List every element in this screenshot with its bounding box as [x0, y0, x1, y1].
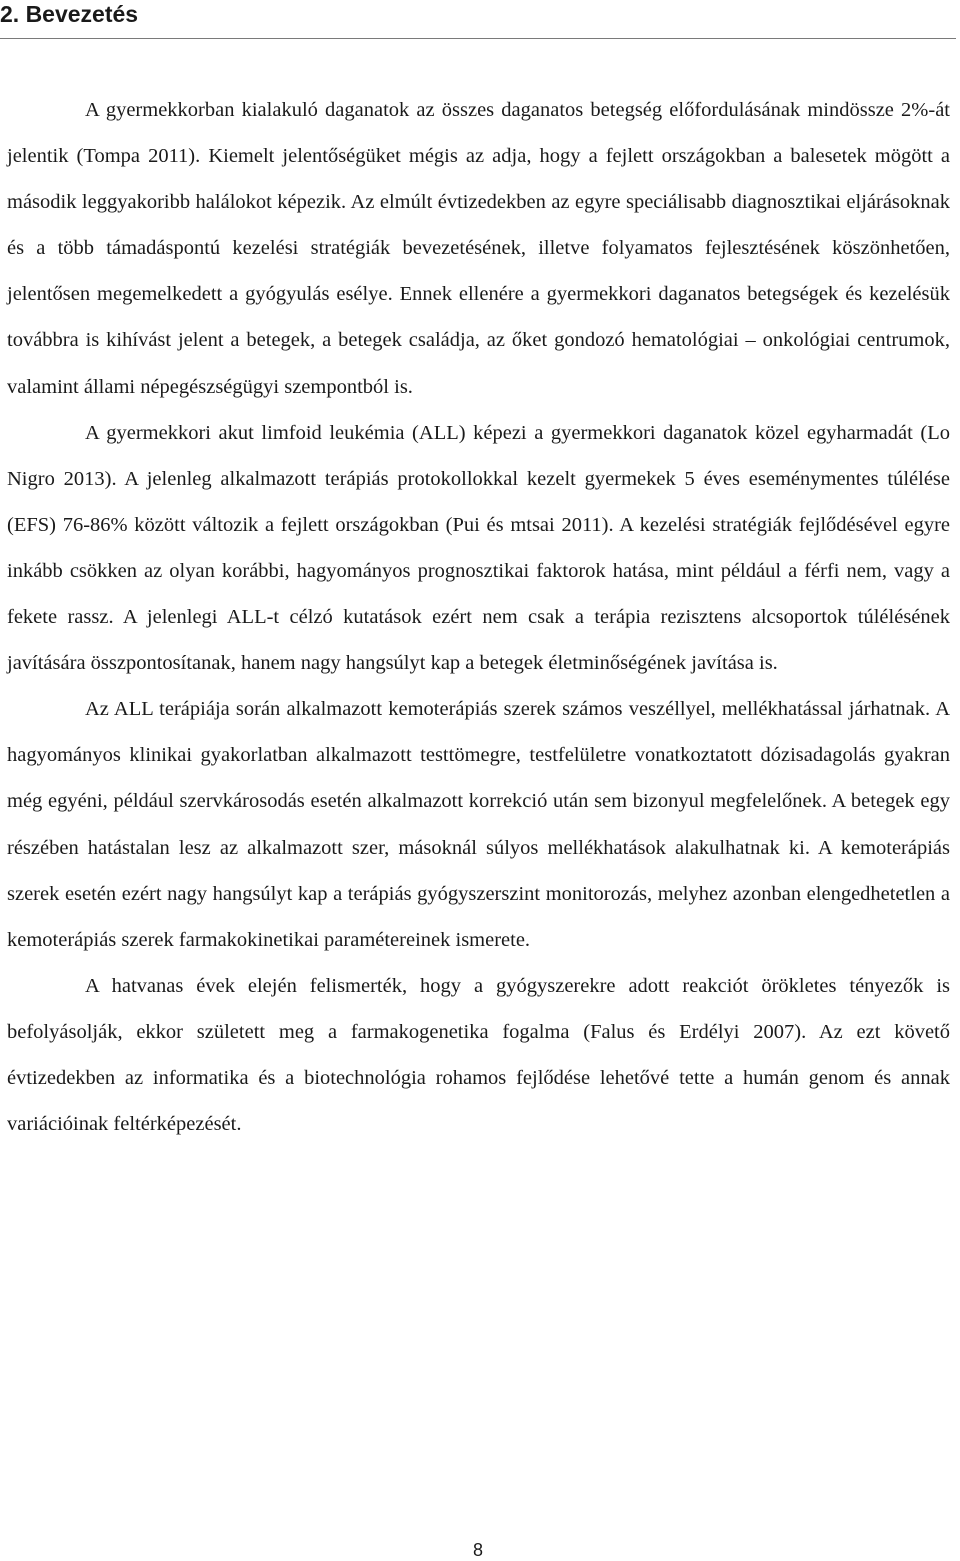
paragraph-4: A hatvanas évek elején felismerték, hogy a gyógyszerekre adott reakciót örökletes tényezők is befolyásolják, ekkor született meg a farmakogenetika fogalma (Falus és Erdélyi 2007). Az ezt követő évtizedekben az informatika és a biotechnológia rohamos fejlődése lehetővé tette a humán genom és annak variációinak feltérképezését. — [7, 974, 950, 1136]
paragraph-1: A gyermekkorban kialakuló daganatok az összes daganatos betegség előfordulásának mindössze 2%-át jelentik (Tompa 2011). Kiemelt jelentőségüket mégis az adja, hogy a fejlett országokban a balesetek mögött a második leggyakoribb halálokot képezik. Az elmúlt évtizedekben az egyre speciálisabb diagnosztikai eljárásoknak és a több támadáspontú kezelési stratégiák bevezetésének, illetve folyamatos fejlesztésének köszönhetően, jelentősen megemelkedett a gyógyulás esélye. Ennek ellenére a gyermekkori daganatos betegségek és kezelésük továbbra is kihívást jelent a betegek, a betegek családja, az őket gondozó hematológiai – onkológiai centrumok, valamint állami népegészségügyi szempontból is. — [7, 99, 950, 398]
section-heading: 2. Bevezetés — [0, 1, 139, 27]
paragraph-3: Az ALL terápiája során alkalmazott kemoterápiás szerek számos veszéllyel, mellékhatással járhatnak. A hagyományos klinikai gyakorlatban alkalmazott testtömegre, testfelületre vonatkoztatott dózisadagolás gyakran még egyéni, például szervkárosodás esetén alkalmazott korrekció után sem bizonyul megfelelőnek. A betegek egy részében hatástalan lesz az alkalmazott szer, másoknál súlyos mellékhatások alakulhatnak ki. A kemoterápiás szerek esetén ezért nagy hangsúlyt kap a terápiás gyógyszerszint monitorozás, melyhez azonban elengedhetetlen a kemoterápiás szerek farmakokinetikai paramétereinek ismerete. — [7, 698, 950, 951]
heading-block — [0, 0, 956, 39]
body-text — [7, 87, 950, 1147]
page-number: 8 — [472, 1540, 483, 1560]
paragraph-2: A gyermekkori akut limfoid leukémia (ALL) képezi a gyermekkori daganatok közel egyharmadát (Lo Nigro 2013). A jelenleg alkalmazott terápiás protokollokkal kezelt gyermekek 5 éves eseménymentes túlélése (EFS) 76-86% között változik a fejlett országokban (Pui és mtsai 2011). A kezelési stratégiák fejlődésével egyre inkább csökken az olyan korábbi, hagyományos prognosztikai faktorok hatása, mint például a férfi nem, vagy a fekete rassz. A jelenlegi ALL-t célzó kutatások ezért nem csak a terápia rezisztens alcsoportok túlélésének javítására összpontosítanak, hanem nagy hangsúlyt kap a betegek életminőségének javítása is. — [7, 421, 950, 675]
